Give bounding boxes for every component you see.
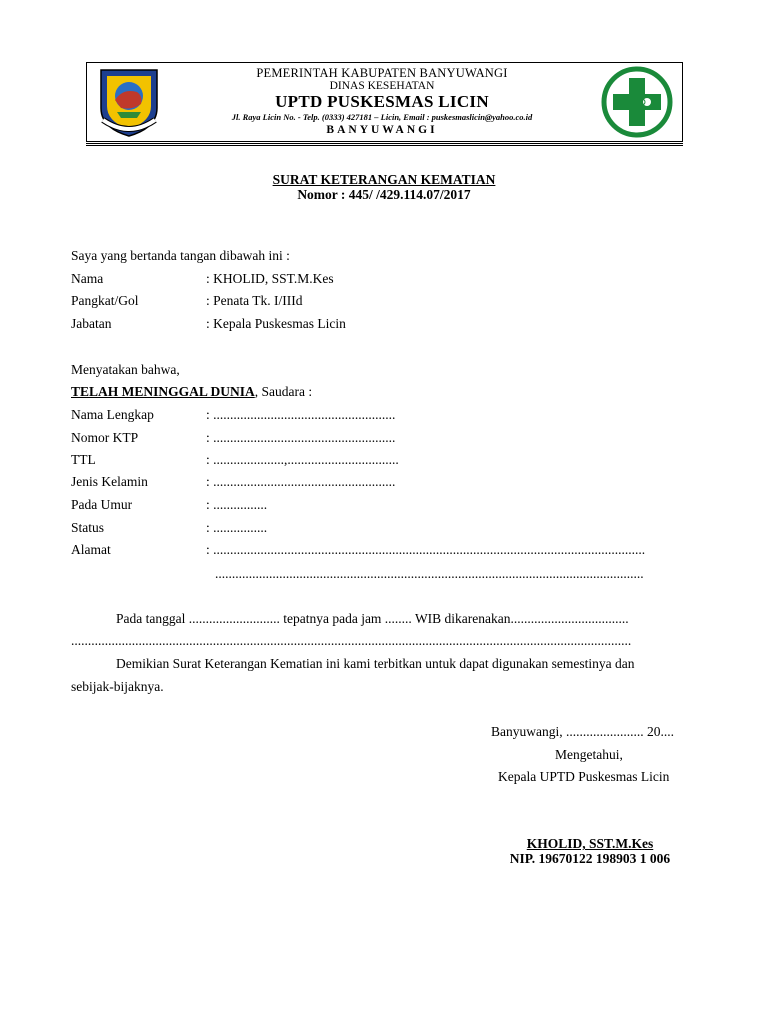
cause-dots-line: ......................................................................................................................................................................: [71, 633, 632, 648]
letterhead-divider: [86, 143, 683, 146]
closing-line-1: Demikian Surat Keterangan Kematian ini kami terbitkan untuk dapat digunakan semestinya dan: [116, 656, 635, 671]
died-label: TELAH MENINGGAL DUNIA: [71, 384, 255, 399]
signer-value-rank: : Penata Tk. I/IIId: [206, 293, 303, 308]
document-title: SURAT KETERANGAN KEMATIAN: [272, 172, 496, 187]
letterhead-address: Jl. Raya Licin No. - Telp. (0333) 427181 – Licin, Email : puskesmaslicin@yahoo.co.id: [231, 112, 533, 122]
letterhead-government: PEMERINTAH KABUPATEN BANYUWANGI: [256, 66, 508, 80]
letterhead-department: DINAS KESEHATAN: [329, 80, 435, 92]
signer-position: Kepala UPTD Puskesmas Licin: [498, 769, 670, 784]
banyuwangi-regency-emblem-icon: [93, 66, 165, 138]
letterhead-institution: UPTD PUSKESMAS LICIN: [275, 92, 489, 111]
deceased-label-ktp: Nomor KTP: [71, 430, 139, 445]
deceased-label-gender: Jenis Kelamin: [71, 474, 148, 489]
deceased-value-ktp: : ......................................................: [206, 430, 396, 445]
deceased-label-fullname: Nama Lengkap: [71, 407, 154, 422]
document-number: Nomor : 445/ /429.114.07/2017: [297, 187, 471, 202]
letterhead: [86, 62, 683, 142]
deceased-value-address: : ................................................................................................................................: [206, 542, 646, 557]
deceased-address-line2: ...............................................................................................................................: [215, 566, 644, 581]
signature-name: KHOLID, SST.M.Kes: [526, 836, 654, 851]
puskesmas-green-cross-icon: [600, 66, 674, 138]
date-cause-line: Pada tanggal ........................... tepatnya pada jam ........ WIB dikarenakan...................................: [116, 611, 629, 626]
signer-label-rank: Pangkat/Gol: [71, 293, 139, 308]
declaration-text: Menyatakan bahwa,: [71, 362, 180, 377]
letterhead-city: BANYUWANGI: [326, 124, 438, 136]
deceased-label-birth: TTL: [71, 452, 96, 467]
signer-label-name: Nama: [71, 271, 104, 286]
deceased-label-age: Pada Umur: [71, 497, 133, 512]
died-suffix: , Saudara :: [254, 384, 313, 399]
deceased-value-age: : ................: [206, 497, 268, 512]
deceased-value-fullname: : ......................................................: [206, 407, 396, 422]
signer-value-position: : Kepala Puskesmas Licin: [206, 316, 346, 331]
signature-nip: NIP. 19670122 198903 1 006: [509, 851, 671, 866]
deceased-value-gender: : ......................................................: [206, 474, 396, 489]
deceased-label-status: Status: [71, 520, 105, 535]
deceased-value-birth: : .....................,.................................: [206, 452, 399, 467]
place-date: Banyuwangi, ....................... 20....: [491, 724, 674, 739]
intro-text: Saya yang bertanda tangan dibawah ini :: [71, 248, 290, 263]
deceased-value-status: : ................: [206, 520, 268, 535]
signer-value-name: : KHOLID, SST.M.Kes: [206, 271, 334, 286]
deceased-label-address: Alamat: [71, 542, 111, 557]
closing-line-2: sebijak-bijaknya.: [71, 679, 164, 694]
died-statement: [71, 384, 312, 400]
signer-label-position: Jabatan: [71, 316, 112, 331]
acknowledged-text: Mengetahui,: [555, 747, 623, 762]
